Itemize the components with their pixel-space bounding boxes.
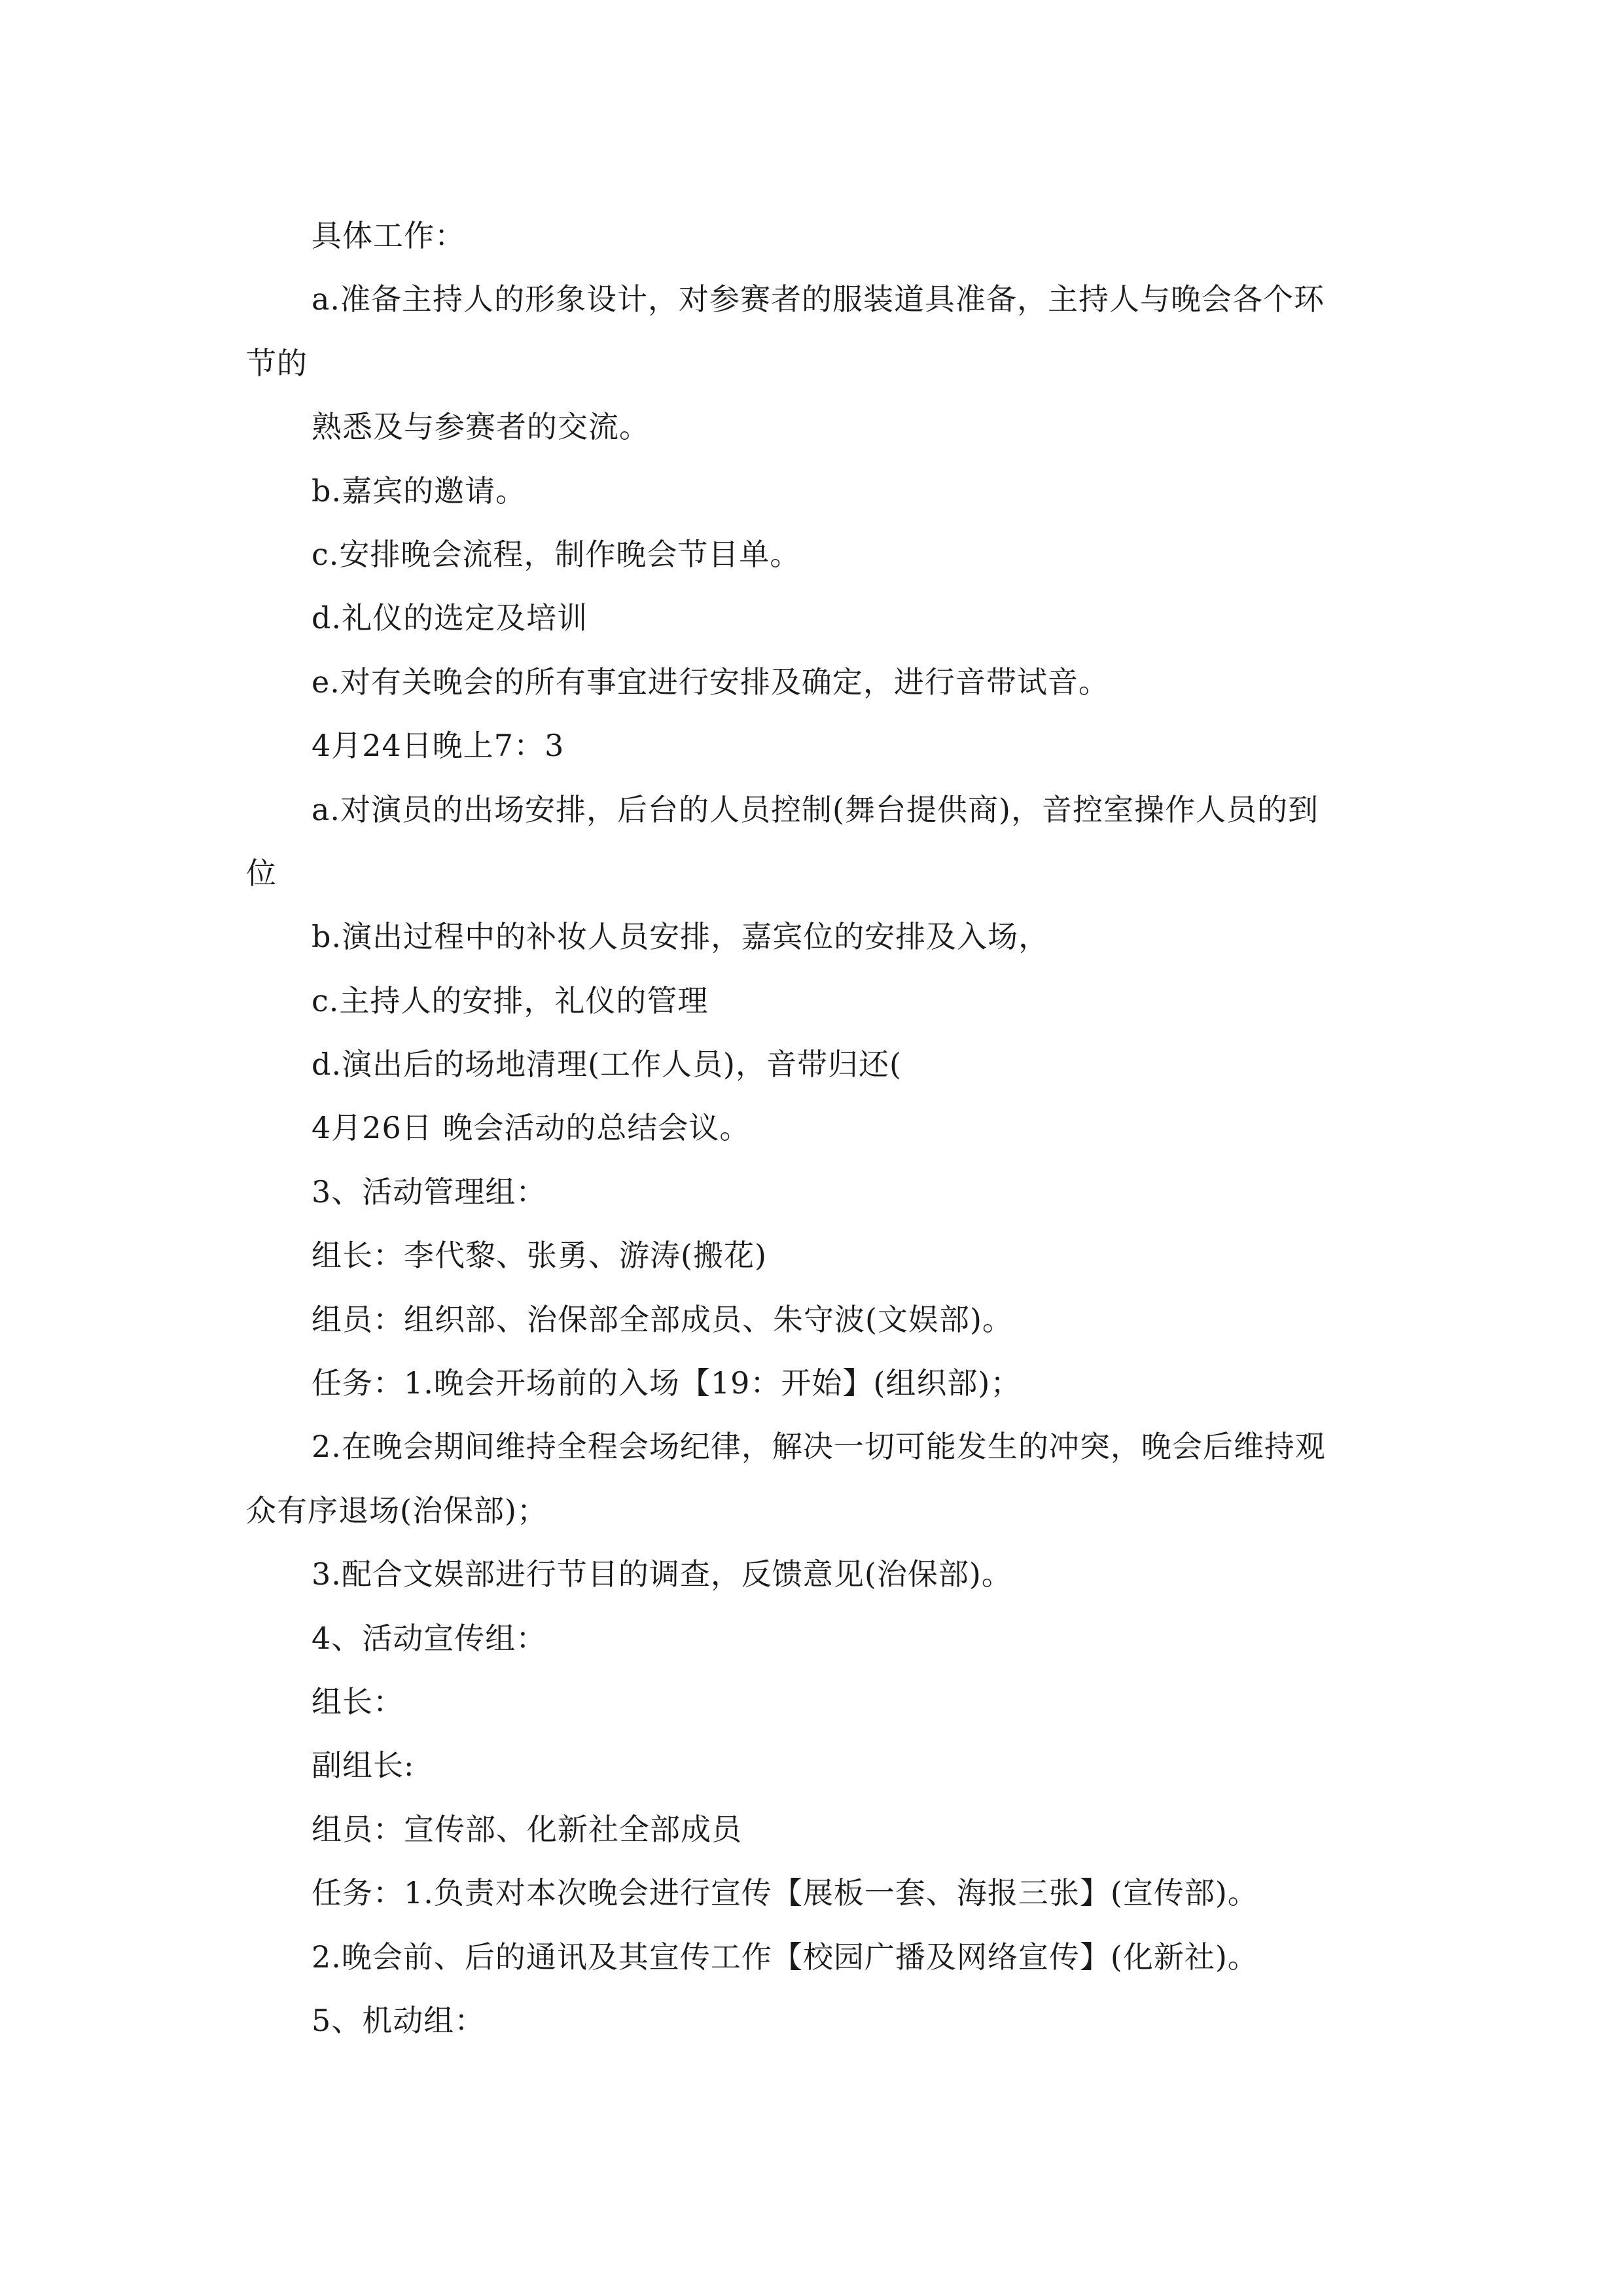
text-line: 位 [246, 855, 277, 891]
text-line: 2.晚会前、后的通讯及其宣传工作【校园广播及网络宣传】(化新社)。 [312, 1939, 1258, 1975]
section-heading: 3、活动管理组： [312, 1174, 547, 1210]
text-line: d.礼仪的选定及培训 [312, 600, 588, 636]
text-line: c.安排晚会流程，制作晚会节目单。 [312, 536, 801, 572]
text-line: a.准备主持人的形象设计，对参赛者的服装道具准备，主持人与晚会各个环 [312, 281, 1325, 317]
text-line: d.演出后的场地清理(工作人员)，音带归还( [312, 1047, 902, 1083]
text-line: 熟悉及与参赛者的交流。 [312, 409, 650, 445]
text-line: 3.配合文娱部进行节目的调查，反馈意见(治保部)。 [312, 1556, 1012, 1592]
text-line: b.演出过程中的补妆人员安排，嘉宾位的安排及入场， [312, 919, 1050, 955]
text-line: 众有序退场(治保部)； [246, 1492, 548, 1528]
text-line: a.对演员的出场安排，后台的人员控制(舞台提供商)，音控室操作人员的到 [312, 791, 1319, 827]
text-line: 任务：1.负责对本次晚会进行宣传【展板一套、海报三张】(宣传部)。 [312, 1875, 1258, 1911]
section-heading: 5、机动组： [312, 2002, 486, 2038]
text-line: 组长： [312, 1683, 404, 1719]
text-line: 组员：宣传部、化新社全部成员 [312, 1811, 742, 1847]
text-line: 副组长: [312, 1748, 415, 1784]
text-line: e.对有关晚会的所有事宜进行安排及确定，进行音带试音。 [312, 664, 1109, 700]
text-line: 组长：李代黎、张勇、游涛(搬花) [312, 1238, 767, 1274]
text-line: b.嘉宾的邀请。 [312, 473, 527, 509]
text-line: 组员：组织部、治保部全部成员、朱守波(文娱部)。 [312, 1301, 1013, 1337]
document-body [246, 204, 1385, 2053]
text-line: 具体工作： [312, 218, 465, 253]
text-line: 4月24日晚上7：3 [312, 728, 565, 764]
text-line: 节的 [246, 345, 308, 381]
text-line: 4月26日 晚会活动的总结会议。 [312, 1110, 751, 1146]
text-line: c.主持人的安排，礼仪的管理 [312, 982, 709, 1018]
text-line: 2.在晚会期间维持全程会场纪律，解决一切可能发生的冲突，晚会后维持观 [312, 1429, 1326, 1465]
text-line: 任务：1.晚会开场前的入场【19：开始】(组织部)； [312, 1365, 1022, 1401]
section-heading: 4、活动宣传组： [312, 1620, 547, 1656]
